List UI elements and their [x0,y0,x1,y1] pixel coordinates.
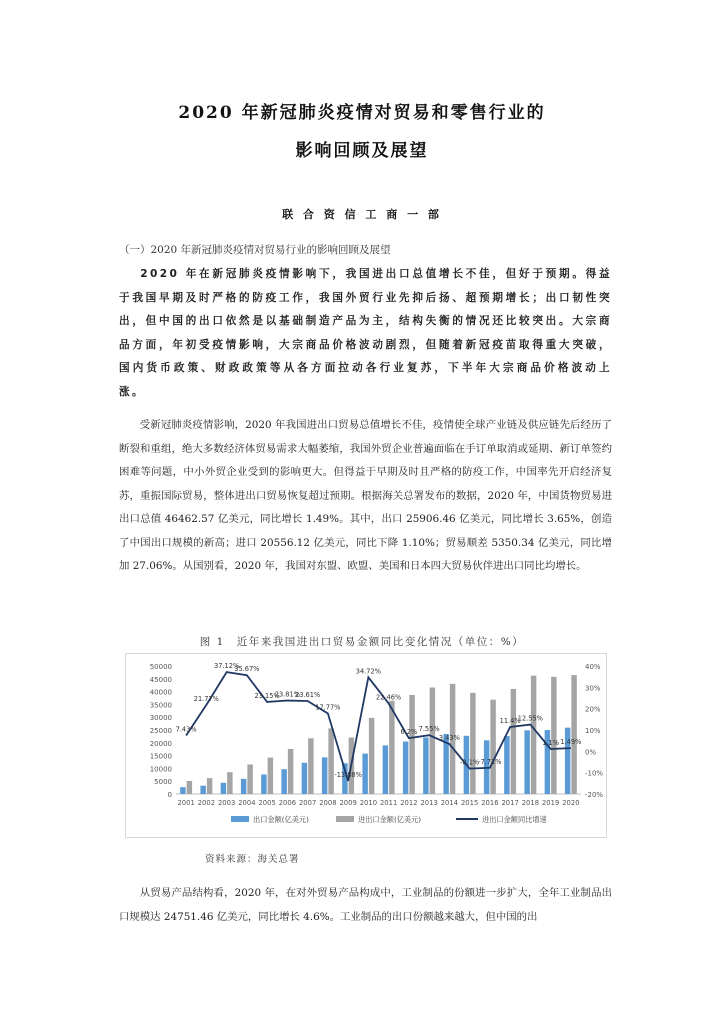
y-right-tick-label: -10% [585,769,604,778]
y-left-tick-label: 20000 [149,739,172,748]
y-left-tick-label: 30000 [149,714,172,723]
bar-export-2007 [302,763,307,794]
growth-data-label: 12.55% [517,714,543,723]
growth-data-label: 1.49% [560,738,582,747]
x-tick-label: 2006 [278,799,297,807]
bar-export-2006 [281,769,286,794]
bottom-paragraph: 从贸易产品结构看，2020 年，在对外贸易产品构成中，工业制品的份额进一步扩大，全年工业制品出口规模达 24751.46 亿美元，同比增长 4.6%。工业制品的出口份额越来越大，但中国的出 [119,887,612,923]
trade-chart [125,653,607,838]
growth-data-label: 37.12% [214,662,240,671]
x-tick-label: 2016 [481,799,499,807]
x-tick-label: 2015 [460,799,479,807]
y-right-tick-label: 40% [585,663,601,671]
x-tick-label: 2002 [197,799,216,807]
growth-data-label: -13.88% [334,770,362,779]
bar-export-2010 [362,754,367,794]
legend-swatch [231,816,249,822]
bar-total-2003 [227,772,232,794]
x-tick-label: 2018 [521,799,540,807]
bar-export-2005 [261,774,266,794]
x-tick-label: 2004 [238,799,256,807]
growth-data-label: 17.77% [315,703,341,712]
x-tick-label: 2001 [177,799,195,807]
y-left-tick-label: 10000 [149,765,172,774]
growth-data-label: 7.43% [175,725,197,734]
legend-label: 进出口金额(亿美元) [358,815,422,824]
bar-total-2008 [328,728,333,794]
growth-data-label: 23.61% [295,690,321,699]
bar-total-2018 [531,676,536,794]
bar-export-2004 [241,779,246,794]
x-tick-label: 2012 [400,799,418,807]
bar-total-2010 [369,718,374,794]
bar-export-2017 [504,736,509,794]
bar-total-2002 [207,778,212,794]
figure-source: 资料来源：海关总署 [205,854,300,865]
x-tick-label: 2010 [359,799,378,807]
summary-paragraph: 2020 年在新冠肺炎疫情影响下，我国进出口总值增长不佳，但好于预期。得益于我国早期及时严格的防疫工作，我国外贸行业先抑后扬、超预期增长；出口韧性突出，但中国的出口依然是以基础制造产品为主，结构失衡的情况还比较突出。大宗商品方面，年初受疫情影响，大宗商品价格波动剧烈，但随着新冠疫苗取得重大突破，国内货币政策、财政政策等从各方面拉动各行业复苏，下半年大宗商品价格波动上涨。 [119,268,612,398]
bar-total-2015 [470,693,475,794]
x-tick-label: 2013 [420,799,438,807]
growth-data-label: 11.4% [499,717,521,726]
trade-chart-svg [126,654,606,837]
y-left-tick-label: 35000 [149,701,172,710]
growth-data-label: 22.46% [376,693,402,702]
growth-data-label: 34.72% [355,667,381,676]
bar-total-2019 [551,677,556,794]
y-left-tick-label: 0 [167,791,172,799]
author-organization: 联 合 资 信 工 商 一 部 [282,208,442,221]
growth-data-label: 21.77% [193,694,219,703]
y-left-tick-label: 40000 [149,688,172,697]
bar-export-2003 [221,783,226,794]
bar-total-2007 [308,738,313,794]
growth-data-label: 23.81% [274,690,300,699]
figure-caption: 图 1 近年来我国进出口贸易金额同比变化情况（单位：%） [199,636,525,648]
bar-export-2001 [180,787,185,794]
body-paragraph: 受新冠肺炎疫情影响，2020 年我国进出口贸易总值增长不佳，疫情使全球产业链及供应链先后经历了断裂和重组，绝大多数经济体贸易需求大幅萎缩，我国外贸企业普遍面临在手订单取消或延期、新订单签约困难等问题，中小外贸企业受到的影响更大。但得益于早期及时且严格的防疫工作，中国率先开启经济复苏，重振国际贸易，整体进出口贸易恢复超过预期。根据海关总署发布的数据，2020 年，中国货物贸易进出口总值 46462.57 亿美元，同比增长 1.49%。其中，出口 25906.46 亿美元，同比增长 3.65%，创造了中国出口规模的新高；进口 20556.12 亿美元，同比下降 1.10%；贸易顺差 5350.34 亿美元，同比增加 27.06%。从国别看，2020 年，我国对东盟、欧盟、美国和日本四大贸易伙伴进出口同比均增长。 [119,419,612,572]
bar-export-2008 [322,757,327,794]
bar-export-2013 [423,737,428,794]
bar-total-2005 [268,758,273,794]
growth-data-label: 7.55% [418,725,440,734]
y-right-tick-label: -20% [585,791,604,799]
bar-total-2011 [389,701,394,794]
x-tick-label: 2014 [440,799,459,807]
document-title-line-2: 影响回顾及展望 [295,141,429,161]
bar-total-2001 [187,781,192,794]
y-left-tick-label: 45000 [149,675,172,684]
growth-data-label: -8.1% [460,758,480,767]
x-tick-label: 2005 [258,799,276,807]
legend-label: 进出口金额同比增速 [482,815,547,824]
bar-total-2016 [490,700,495,794]
y-right-tick-label: 0% [585,748,597,757]
bar-export-2002 [200,786,205,794]
y-left-tick-label: 25000 [149,727,172,735]
bar-total-2013 [430,688,435,794]
growth-data-label: 23.15% [254,691,280,700]
x-tick-label: 2019 [541,799,560,807]
y-right-tick-label: 10% [585,727,601,735]
bar-export-2012 [403,742,408,794]
bar-export-2018 [524,730,529,794]
growth-data-label: 1.1% [542,738,560,747]
x-tick-label: 2007 [298,799,317,807]
y-left-tick-label: 50000 [149,663,172,671]
bar-total-2006 [288,749,293,794]
section-heading: （一）2020 年新冠肺炎疫情对贸易行业的影响回顾及展望 [119,244,391,256]
growth-data-label: -7.71% [478,757,502,766]
x-tick-label: 2008 [319,799,337,807]
bar-export-2011 [383,745,388,794]
x-tick-label: 2011 [379,799,398,807]
bar-total-2017 [511,689,516,794]
y-left-tick-label: 15000 [149,752,172,761]
bar-total-2012 [409,695,414,794]
y-right-tick-label: 20% [585,705,601,714]
x-tick-label: 2009 [339,799,357,807]
legend-label: 出口金额(亿美元) [253,815,309,824]
x-tick-label: 2003 [217,799,236,807]
bar-total-2020 [571,675,576,794]
y-right-tick-label: 30% [585,684,601,693]
x-tick-label: 2020 [562,799,580,807]
growth-data-label: 6.2% [400,728,418,737]
bar-total-2004 [247,764,252,794]
growth-data-label: 35.67% [234,665,260,674]
x-tick-label: 2017 [501,799,519,807]
y-left-tick-label: 5000 [154,778,172,787]
growth-data-label: 3.43% [438,734,460,743]
legend-swatch [336,816,354,822]
document-title-line-1: 2020 年新冠肺炎疫情对贸易和零售行业的 [178,103,546,123]
